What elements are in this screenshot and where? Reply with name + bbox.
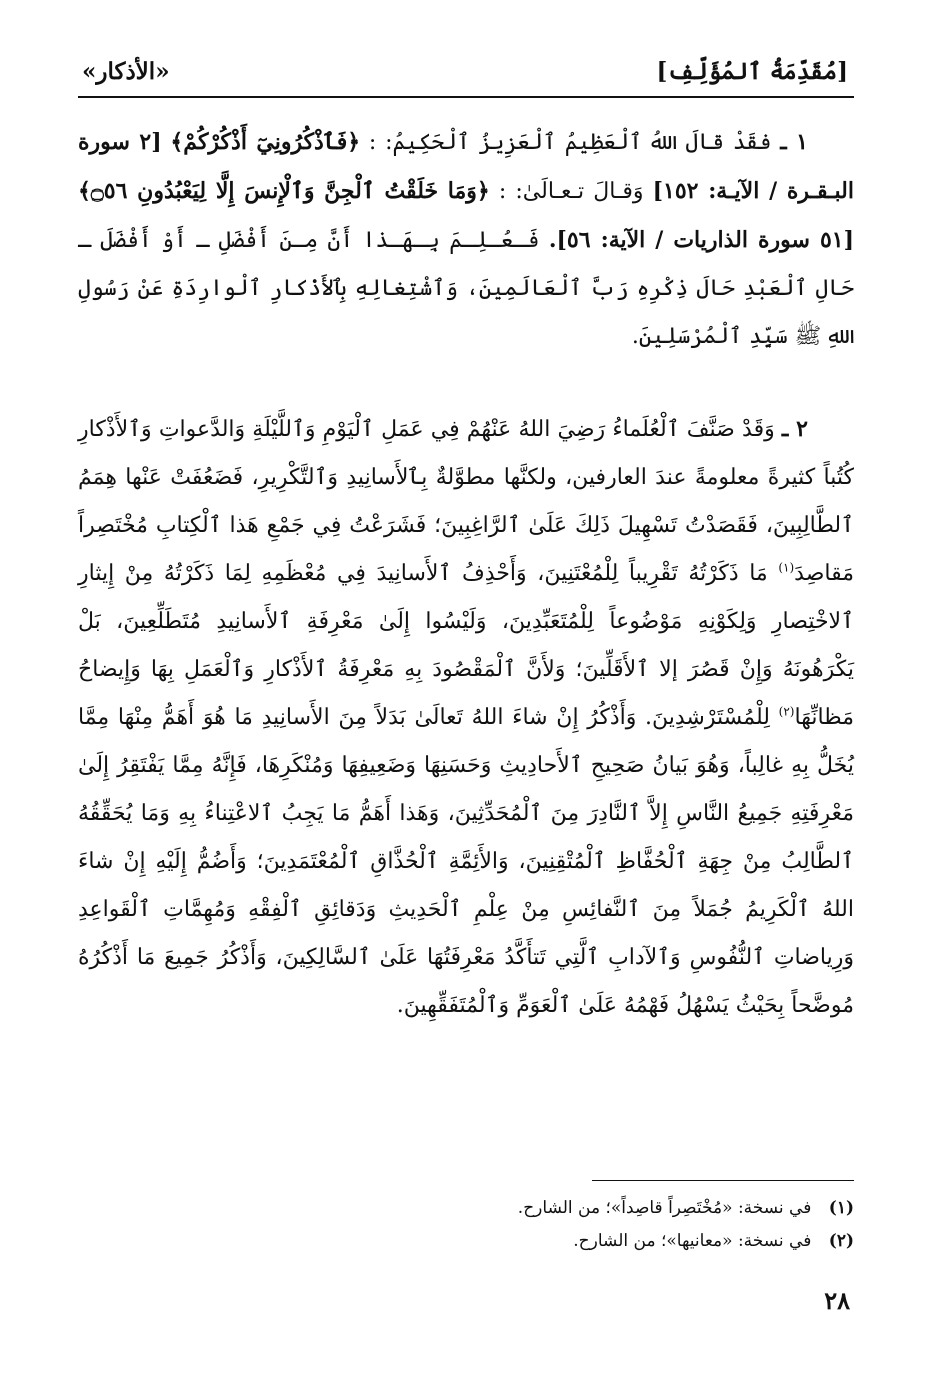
verse-reference: [٢ سورة البـقـرة / الآيـة: ١٥٢] <box>78 129 854 204</box>
footnote-divider <box>592 1180 854 1181</box>
section-title: [مُقَدِّمَةُ ٱلمُؤَلِّفِ] <box>656 58 848 85</box>
paragraph-text: وَقـالَ تـعـالَىٰ: : <box>498 179 644 204</box>
book-page <box>78 46 854 1346</box>
paragraph-text: لِلْمُسْتَرْشِدِينَ. وَأَذْكُرُ إِنْ شاءَ اللهُ تَعالَىٰ بَدَلاً مِنَ الأَسانِيدِ مَا هُوَ أَهَمُّ مِنْهَا مِمَّا يُخَلُّ بِهِ غالِباً، وَهُوَ بَيانُ صَحِيحِ ٱلأَحادِيثِ وَحَسَنِهَا وَضَعِيفِهَا وَمُنْكَرِهَا، فَإِنَّهُ مِمَّا يَفْتَقِرُ إِلَىٰ مَعْرِفَتِهِ جَمِيعُ النَّاسِ إِلاَّ ٱلنَّادِرَ مِنَ ٱلْمُحَدِّثِينَ، وَهَذا أَهَمُّ مَا يَجِبُ ٱلاعْتِناءُ بِهِ وَمَا يُحَقِّقُهُ ٱلطَّالِبُ مِنْ جِهَةِ ٱلْحُفَّاظِ ٱلْمُتْقِنِينَ، وَالأَئِمَّةِ ٱلْحُذَّاقِ ٱلْمُعْتَمَدِينَ؛ وَأَضُمُّ إِلَيْهِ إِنْ شاءَ اللهُ ٱلْكَرِيمُ جُمَلاً مِنَ ٱلنَّفائِسِ مِنْ عِلْمِ ٱلْحَدِيثِ وَدَقائِقِ ٱلْفِقْهِ وَمُهِمَّاتِ ٱلْقَواعِدِ وَرِياضاتِ ٱلنُّفُوسِ وَٱلآدابِ ٱلَّتِي تَتأَكَّدُ مَعْرِفَتُهَا عَلَىٰ ٱلسَّالِكِينَ، وَأَذْكُرُ جَمِيعَ مَا أَذْكُرُهُ مُوضَّحاً بِحَيْثُ يَسْهُلُ فَهْمُهُ عَلَىٰ ٱلْعَوَمِّ وَٱلْمُتَفَقِّهِينَ. <box>78 705 854 1018</box>
verse-reference: [٥١ سورة الذاريات / الآية: ٥٦]. <box>548 227 854 253</box>
footnote-number: (١) <box>828 1198 854 1218</box>
quran-verse: ﴿فَٱذْكُرُونِيٓ أَذْكُرْكُمْ﴾ <box>170 129 361 155</box>
paragraph-text: فَـعُـلِـمَ بِـهَـذا أَنَّ مِـنَ أَفْضَلِ ـ أَوْ أَفْضَلَ ـ حَالِ ٱلْعَبْدِ حَالَ ذِكْرِهِ رَبَّ ٱلْعَالَمِينَ، وَٱشْتِغالِهِ بِٱلأَذْكارِ ٱلْوارِدَةِ عَنْ رَسُولِ اللهِ ﷺ سَيِّدِ ٱلْمُرْسَلِينَ. <box>78 228 854 349</box>
paragraph-1 <box>78 118 854 361</box>
book-title: «الأذكار» <box>82 58 170 85</box>
footnotes <box>78 1192 854 1258</box>
header-divider <box>78 96 854 98</box>
paragraph-number: ١ ـ <box>780 129 808 155</box>
footnote-number: (٢) <box>828 1231 854 1251</box>
footnote-text: في نسخة: «معانيها»؛ من الشارح. <box>573 1231 812 1251</box>
main-text <box>78 118 854 1030</box>
footnote <box>78 1192 854 1225</box>
footnote <box>78 1225 854 1258</box>
paragraph-text: مَا ذَكَرْتُهُ تَقْرِيباً لِلْمُعْتَنِينَ، وَأَحْذِفُ ٱلأَسانِيدَ فِي مُعْظَمِهِ لِمَا ذَكَرْتُهُ مِنْ إِيثارِ ٱلاخْتِصارِ وَلِكَوْنِهِ مَوْضُوعاً لِلْمُتَعَبِّدِينَ، وَلَيْسُوا إِلَىٰ مَعْرِفَةِ ٱلأَسانِيدِ مُتَطَلِّعِينَ، بَلْ يَكْرَهُونَهُ وَإِنْ قَصُرَ إلا ٱلأَقَلِّينَ؛ وَلأَنَّ ٱلْمَقْصُودَ بِهِ مَعْرِفَةُ ٱلأَذْكارِ وَٱلْعَمَلِ بِهَا وَإِيضاحُ مَظانِّهَا <box>78 561 854 730</box>
footnote-marker[interactable]: (٢) <box>778 704 795 719</box>
quran-verse: ﴿وَمَا خَلَقْتُ ٱلْجِنَّ وَٱلْإِنسَ إِلَّا لِيَعْبُدُونِ ۝٥٦﴾ <box>78 178 490 204</box>
footnote-text: في نسخة: «مُخْتَصِراً قاصِداً»؛ من الشارح. <box>517 1198 812 1218</box>
paragraph-number: ٢ ـ <box>781 416 808 442</box>
footnote-marker[interactable]: (١) <box>778 560 795 575</box>
running-header <box>78 52 854 92</box>
paragraph-2 <box>78 405 854 1030</box>
paragraph-text: فقَدْ قالَ اللهُ ٱلْعَظِيمُ ٱلْعَزِيزُ ٱلْحَكِيمُ: : <box>368 130 772 155</box>
paragraph-text: وَقَدْ صَنَّفَ ٱلْعُلَماءُ رَضِيَ اللهُ عَنْهُمْ فِي عَمَلِ ٱلْيَوْمِ وَٱللَّيْلَةِ وَالدَّعواتِ وَٱلأَذْكارِ كُتُباً كثيرةً معلومةً عندَ العارفين، ولكنَّها مطوَّلةٌ بِٱلأَسانِيدِ وَٱلتَّكْرِيرِ، فَضَعُفَتْ عَنْها هِمَمُ ٱلطَّالِبِينَ، فَقَصَدْتُ تَسْهِيلَ ذَلِكَ عَلَىٰ ٱلرَّاغِبِينَ؛ فَشَرَعْتُ فِي جَمْعِ هَذا ٱلْكِتابِ مُخْتَصِراً مَقاصِدَ <box>78 417 855 586</box>
page-number: ٢٨ <box>824 1286 850 1315</box>
